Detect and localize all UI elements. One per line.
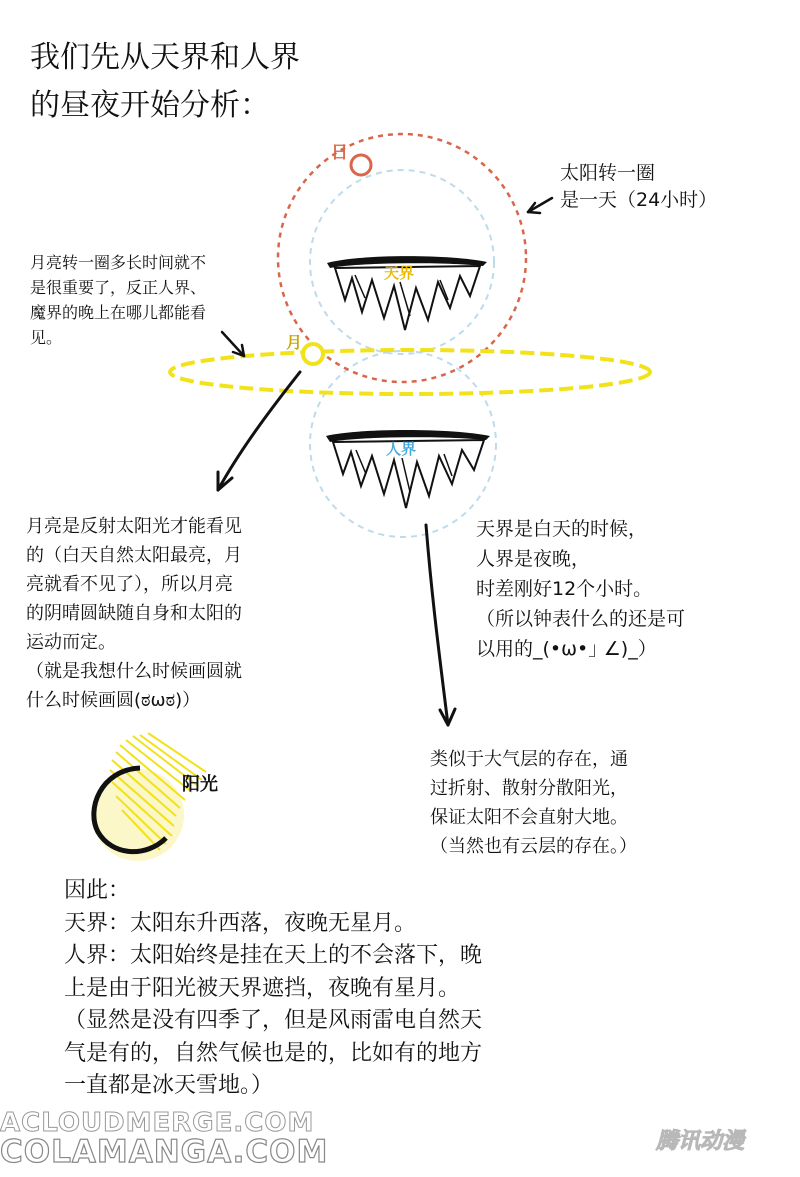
moon-reflect-note: 月亮是反射太阳光才能看见 的（白天自然太阳最亮，月 亮就看不见了），所以月亮 的阴晴圆缺随自身和太阳的 运动而定。 （就是我想什么时候画圆就 什么时候画圆(ಠωಠ)）	[26, 516, 242, 711]
atmosphere-note: 类似于大气层的存在，通 过折射、散射分散阳光， 保证太阳不会直射大地。 （当然也有云层的存在。）	[430, 749, 637, 857]
watermark-site-bottom: COLAMANGA.COM	[0, 1134, 329, 1170]
conclusion-text: 因此： 天界：太阳东升西落，夜晚无星月。 人界：太阳始终是挂在天上的不会落下，晚 上是由于阳光被天界遮挡，夜晚有星月。 （显然是没有四季了，但是风雨雷电自然天 气是有的，自然气候也是的，比如有的地方 一直都是冰天雪地。）	[64, 878, 483, 1098]
page-title: 我们先从天界和人界 的昼夜开始分析：	[30, 40, 300, 123]
time-difference-note: 天界是白天的时候， 人界是夜晚， 时差刚好12个小时。 （所以钟表什么的还是可 以用的_(•ω•｣ ∠)_）	[476, 518, 686, 660]
sunlight-label: 阳光	[182, 774, 218, 795]
human-island-label: 人界	[386, 440, 417, 458]
moon-icon	[303, 344, 323, 364]
arrow-moon-note	[222, 332, 244, 356]
sun-icon	[351, 155, 371, 175]
sun-marker-label: 日	[331, 143, 348, 163]
heaven-island-label: 天界	[384, 264, 415, 282]
watermark-publisher: 腾讯动漫	[656, 1129, 745, 1154]
arrow-atmosphere	[426, 525, 455, 725]
moon-marker-label: 月	[286, 333, 303, 352]
watermark-site-top: ACLOUDMERGE.COM	[0, 1108, 315, 1138]
sun-cycle-note: 太阳转一圈 是一天（24小时）	[560, 162, 718, 211]
arrow-sun-note	[528, 198, 552, 213]
arrow-moon-reflect	[218, 372, 300, 490]
moon-cycle-note: 月亮转一圈多长时间就不 是很重要了，反正人界、 魔界的晚上在哪儿都能看 见。	[30, 253, 207, 347]
sunlight-illustration	[92, 733, 206, 861]
